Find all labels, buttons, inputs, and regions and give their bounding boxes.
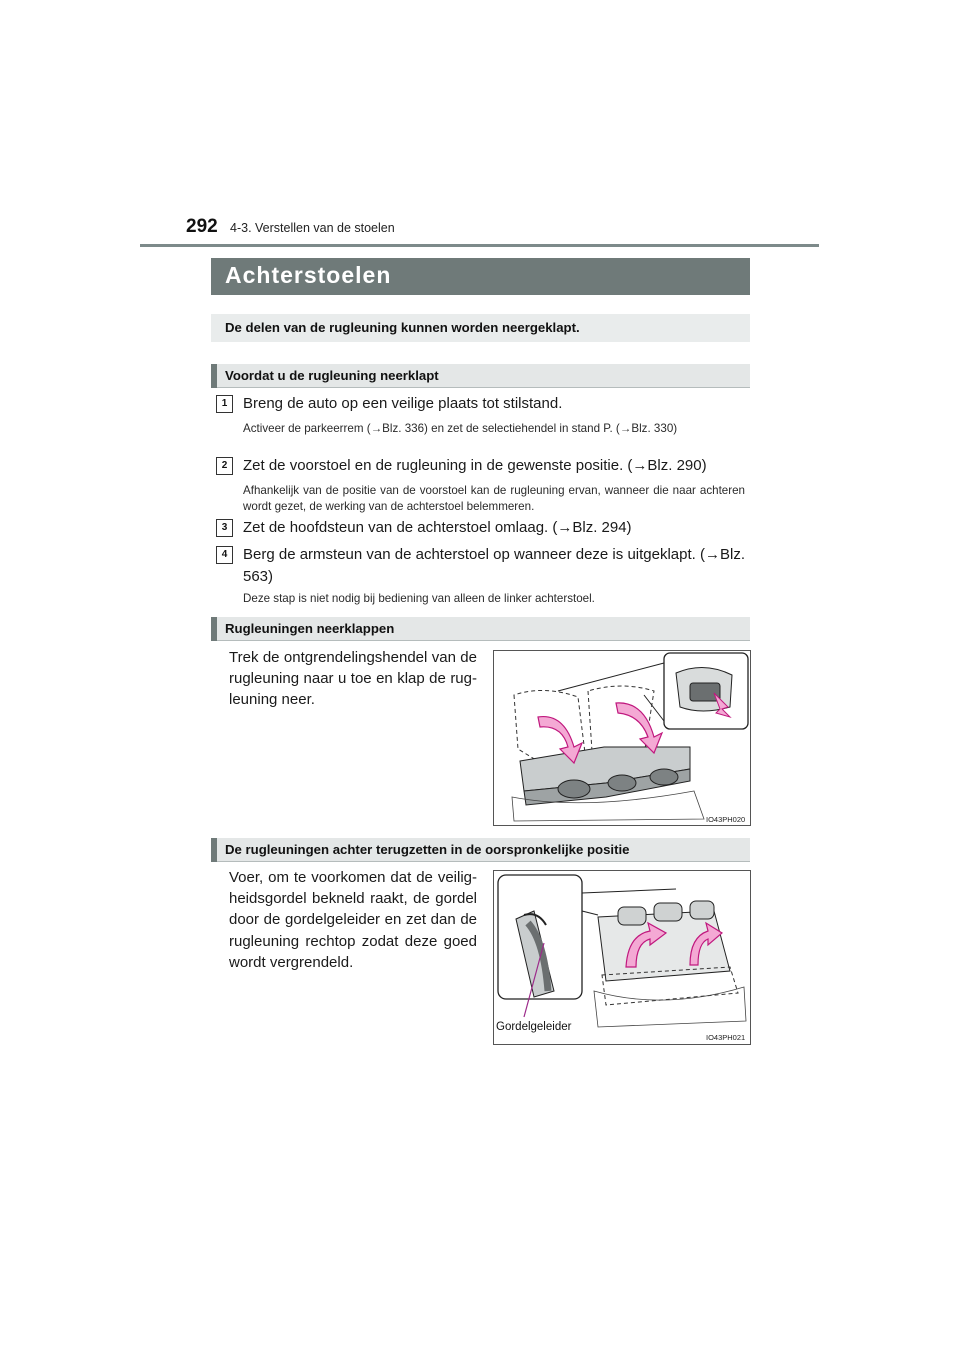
headrest-right bbox=[650, 769, 678, 785]
step-2-note: Afhankelijk van de positie van de voorstoel kan de rugleuning ervan, wanneer die naar achteren wordt gezet, de werking van de achterstoel belemmeren. bbox=[243, 484, 745, 513]
subheading-marker bbox=[211, 617, 217, 641]
step-number-4: 4 bbox=[216, 546, 233, 564]
subheading-label: Rugleuningen neerklappen bbox=[225, 621, 395, 636]
seat-cushion bbox=[594, 987, 746, 1027]
step-1-text: Breng de auto op een veilige plaats tot stilstand. bbox=[243, 395, 563, 412]
headrest-center bbox=[654, 903, 682, 921]
intro-text: De delen van de rugleuning kunnen worden neergeklapt. bbox=[225, 320, 580, 335]
return-seats-illustration bbox=[494, 871, 750, 1044]
step-4-note: Deze stap is niet nodig bij bediening van alleen de linker achterstoel. bbox=[243, 592, 595, 605]
belt-guide-label: Gordelgeleider bbox=[496, 1021, 572, 1033]
section-title-bar bbox=[211, 258, 750, 295]
headrest-left bbox=[618, 907, 646, 925]
section-title: Achterstoelen bbox=[225, 262, 392, 288]
figure-code: IO43PH021 bbox=[706, 1033, 746, 1042]
step-number-3: 3 bbox=[216, 519, 233, 537]
subheading-before bbox=[211, 364, 750, 388]
step-3-text: Zet de hoofdsteun van de achterstoel omlaag. (→Blz. 294) bbox=[243, 519, 632, 536]
headrest-left bbox=[558, 780, 590, 798]
callout-line bbox=[582, 911, 598, 915]
fold-arrow-right-icon bbox=[616, 703, 662, 753]
fold-instructions: Trek de ontgrendelingshendel van de rugleuning naar u toe en klap de rug-leuning neer. bbox=[229, 649, 477, 709]
return-instructions: Voer, om te voorkomen dat de veilig-heidsgordel bekneld raakt, de gordel door de gordelgeleider en zet dan de rugleuning rechtop zodat deze goed wordt vergrendeld. bbox=[229, 869, 477, 971]
headrest-center bbox=[608, 775, 636, 791]
page-number: 292 bbox=[186, 216, 218, 237]
step-number-1: 1 bbox=[216, 395, 233, 413]
figure-fold-seats bbox=[493, 650, 751, 826]
chapter-title: 4-3. Verstellen van de stoelen bbox=[230, 221, 395, 235]
subheading-label: Voordat u de rugleuning neerklapt bbox=[225, 368, 439, 383]
subheading-return bbox=[211, 838, 750, 862]
callout-line bbox=[582, 889, 676, 893]
callout-line bbox=[644, 695, 664, 721]
figure-code: IO43PH020 bbox=[706, 815, 746, 824]
step-number-2: 2 bbox=[216, 457, 233, 475]
step-2-text: Zet de voorstoel en de rugleuning in de gewenste positie. (→Blz. 290) bbox=[243, 457, 707, 474]
figure-return-seats bbox=[493, 870, 751, 1045]
subheading-fold bbox=[211, 617, 750, 641]
subheading-marker bbox=[211, 838, 217, 862]
header-divider bbox=[140, 244, 819, 247]
subheading-marker bbox=[211, 364, 217, 388]
fold-seats-illustration bbox=[494, 651, 750, 825]
headrest-right bbox=[690, 901, 714, 919]
intro-box bbox=[211, 314, 750, 342]
subheading-label: De rugleuningen achter terugzetten in de oorspronkelijke positie bbox=[225, 842, 630, 857]
step-1-note: Activeer de parkeerrem (→Blz. 336) en zet de selectiehendel in stand P. (→Blz. 330) bbox=[243, 422, 678, 435]
step-4-text: Berg de armsteun van de achterstoel op wanneer deze is uitgeklapt. (→Blz. 563) bbox=[243, 546, 745, 585]
